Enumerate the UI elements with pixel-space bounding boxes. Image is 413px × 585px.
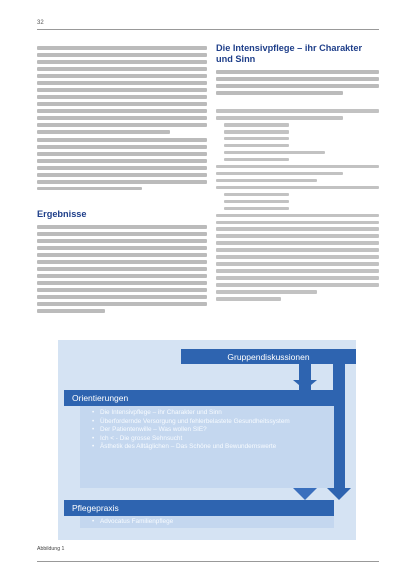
figure-caption: Abbildung 1 [37, 546, 65, 552]
orientation-item: • Die Intensivpflege – ihr Charakter und Sinn [100, 409, 330, 418]
intensive-care-heading: Die Intensivpflege – ihr Charakter und Sinn [216, 43, 363, 64]
page-number: 32 [37, 20, 44, 26]
header-rule [37, 29, 379, 30]
arrow-head-left [293, 488, 317, 500]
intro-paragraph [37, 46, 207, 134]
methods-paragraph [37, 138, 207, 191]
running-head [0, 20, 413, 32]
orientations-box: Orientierungen [64, 390, 334, 406]
results-heading: Ergebnisse [37, 209, 87, 220]
results-paragraph [37, 225, 207, 313]
orientation-item: • Überfordernde Versorgung und fehlerbelastete Gesundheitssystem [100, 418, 330, 427]
quote-block [216, 109, 379, 301]
footer-rule [37, 561, 379, 562]
orientation-item: • Ästhetik des Alltäglichen – Das Schöne und Bewundernswerte [100, 443, 330, 452]
arrow-shaft-right [333, 364, 345, 490]
group-discussions-box: Gruppendiskussionen [181, 349, 356, 364]
care-practice-box: Pflegepraxis [64, 500, 334, 516]
orientations-list [80, 406, 334, 488]
orientation-item: • Ich < - Die grosse Sehnsucht [100, 435, 330, 444]
left-column [37, 43, 207, 317]
right-column [216, 43, 379, 307]
arrow-head-right [327, 488, 351, 500]
care-practice-list [80, 516, 334, 528]
care-practice-item: • Advocatus Familienpflege [100, 517, 330, 526]
arrow-head-top [293, 380, 317, 390]
intensive-care-paragraph [216, 70, 379, 95]
process-diagram [58, 340, 356, 540]
orientation-item: • Der Patientenwille – Was wollen SIE? [100, 426, 330, 435]
